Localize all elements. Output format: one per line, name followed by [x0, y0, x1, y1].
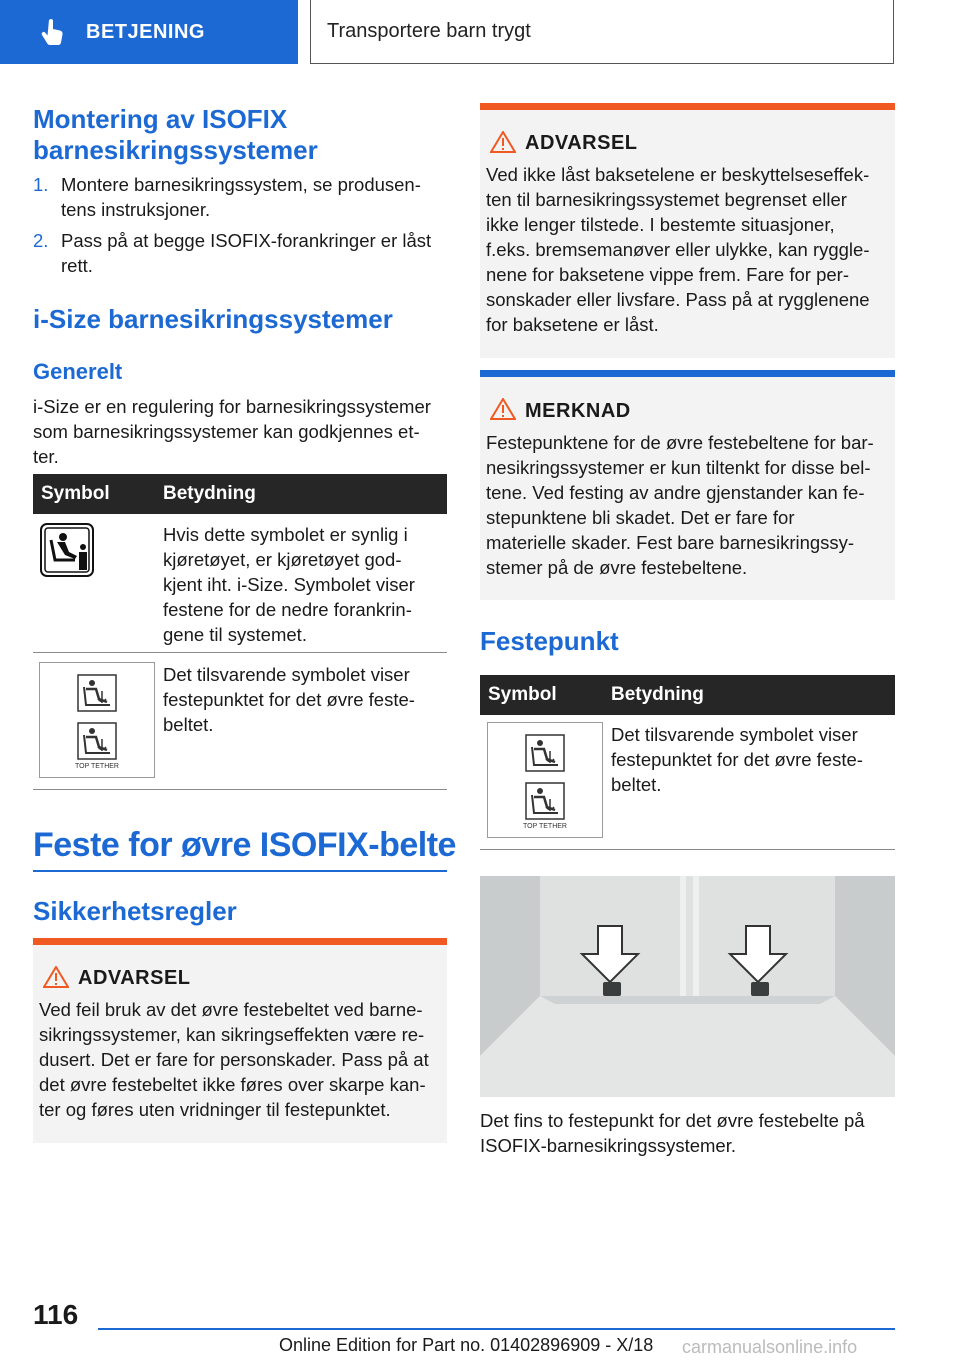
text-line: ten til barnesikringssystemet begrenset eller	[486, 189, 847, 210]
table-divider	[480, 849, 895, 850]
note-bar	[480, 370, 895, 377]
text-line: sonskader eller livsfare. Pass på at rygglenene	[486, 289, 870, 310]
isize-title: i-Size barnesikringssystemer	[33, 304, 393, 334]
general-text	[33, 394, 453, 469]
warning-triangle-icon	[490, 131, 516, 153]
top-tether-symbol-icon	[39, 662, 155, 778]
note-text	[486, 430, 894, 580]
chapter-title: Transportere barn trygt	[327, 20, 531, 42]
text-line: nene for baksetene vippe frem. Fare for per-	[486, 264, 849, 285]
top-tether-meaning	[611, 722, 895, 797]
warning-bar	[480, 103, 895, 110]
text-line: stemer på de øvre festebeltene.	[486, 557, 748, 578]
text-line: ter.	[33, 446, 59, 467]
text-line: Festepunktene for de øvre festebeltene for bar-	[486, 432, 874, 453]
title-underline	[33, 870, 447, 872]
text-line: gene til systemet.	[163, 624, 307, 645]
isize-symbol-icon	[39, 522, 95, 578]
step-text: rett.	[61, 255, 93, 276]
symbol-table-header	[33, 474, 447, 514]
step-text: Montere barnesikringssystem, se produsen-	[61, 174, 421, 195]
text-line: ter og føres uten vridninger til festepunktet.	[39, 1099, 391, 1120]
note-box	[480, 370, 895, 600]
text-line: Det tilsvarende symbolet viser	[611, 724, 858, 745]
text-line: Ved feil bruk av det øvre festebeltet ved barne-	[39, 999, 423, 1020]
warning-text	[486, 162, 894, 337]
section-tab[interactable]	[0, 0, 298, 64]
general-title: Generelt	[33, 359, 123, 384]
festepunkt-title: Festepunkt	[480, 626, 619, 656]
table-divider	[33, 789, 447, 790]
mount-title-line-2: barnesikringssystemer	[33, 135, 318, 165]
text-line: tene. Ved festing av andre gjenstander kan fe-	[486, 482, 865, 503]
text-line: beltet.	[611, 774, 662, 795]
step-text: tens instruksjoner.	[61, 199, 211, 220]
note-triangle-icon	[490, 398, 516, 420]
section-tab-label: BETJENING	[86, 20, 205, 43]
step-list	[33, 172, 453, 278]
watermark-text: carmanualsonline.info	[682, 1337, 858, 1357]
text-line: Det tilsvarende symbolet viser	[163, 664, 410, 685]
text-line: nesikringssystemer er kun tiltenkt for disse bel-	[486, 457, 871, 478]
col-meaning: Betydning	[611, 684, 704, 705]
isize-symbol-meaning	[163, 522, 448, 647]
mount-title-line-1: Montering av ISOFIX	[33, 104, 288, 134]
text-line: for baksetene er låst.	[486, 314, 659, 335]
text-line: Ved ikke låst baksetelene er beskyttelseseffek-	[486, 164, 870, 185]
footer-rule	[98, 1328, 895, 1330]
text-line: i-Size er en regulering for barnesikringssystemer	[33, 396, 431, 417]
warning-box	[480, 103, 895, 358]
note-title: MERKNAD	[525, 400, 631, 422]
text-line: kjøretøyet, er kjøretøyet god-	[163, 549, 402, 570]
anchor-points-photo	[480, 876, 895, 1097]
step-number: 1.	[33, 174, 49, 195]
warning-triangle-icon	[43, 966, 69, 988]
safety-title: Sikkerhetsregler	[33, 896, 237, 926]
text-line: ISOFIX-barnesikringssystemer.	[480, 1135, 736, 1156]
hand-pointer-icon	[40, 18, 66, 46]
text-line: stepunktene bli skadet. Det er fare for	[486, 507, 795, 528]
top-tether-caption: TOP TETHER	[523, 823, 567, 830]
text-line: festepunktet for det øvre feste-	[611, 749, 863, 770]
text-line: festepunktet for det øvre feste-	[163, 689, 415, 710]
step-number: 2.	[33, 230, 49, 251]
text-line: f.eks. bremsemanøver eller ulykke, kan ryggle-	[486, 239, 870, 260]
text-line: kjent iht. i-Size. Symbolet viser	[163, 574, 415, 595]
col-meaning: Betydning	[163, 483, 256, 504]
text-line: sikringssystemer, kan sikringseffekten være re-	[39, 1024, 425, 1045]
warning-text	[39, 997, 445, 1122]
top-tether-meaning	[163, 662, 448, 737]
text-line: beltet.	[163, 714, 214, 735]
warning-box	[33, 938, 447, 1143]
mount-title	[33, 104, 318, 166]
step-text: Pass på at begge ISOFIX-forankringer er låst	[61, 230, 432, 251]
col-symbol: Symbol	[41, 483, 110, 504]
text-line: det øvre festebeltet ikke føres over skarpe kan-	[39, 1074, 426, 1095]
photo-caption	[480, 1108, 895, 1158]
big-title: Feste for øvre ISOFIX-belte	[33, 826, 456, 864]
text-line: som barnesikringssystemer kan godkjennes et-	[33, 421, 420, 442]
table-divider	[33, 652, 447, 653]
text-line: festene for de nedre forankrin-	[163, 599, 412, 620]
col-symbol: Symbol	[488, 684, 557, 705]
top-tether-symbol-icon	[487, 722, 603, 838]
symbol-table-header	[480, 675, 895, 715]
top-tether-caption: TOP TETHER	[75, 763, 119, 770]
page-number: 116	[33, 1299, 79, 1330]
text-line: materielle skader. Fest bare barnesikringssy-	[486, 532, 855, 553]
text-line: dusert. Det er fare for personskader. Pass på at	[39, 1049, 429, 1070]
warning-title: ADVARSEL	[78, 967, 191, 989]
chapter-header	[310, 0, 894, 64]
text-line: ikke lenger tilstede. I bestemte situasjoner,	[486, 214, 835, 235]
text-line: Det fins to festepunkt for det øvre festebelte på	[480, 1110, 865, 1131]
text-line: Hvis dette symbolet er synlig i	[163, 524, 408, 545]
step-item	[33, 172, 453, 222]
warning-bar	[33, 938, 447, 945]
edition-text: Online Edition for Part no. 01402896909 - X/18	[279, 1335, 654, 1355]
step-item	[33, 228, 453, 278]
warning-title: ADVARSEL	[525, 132, 638, 154]
